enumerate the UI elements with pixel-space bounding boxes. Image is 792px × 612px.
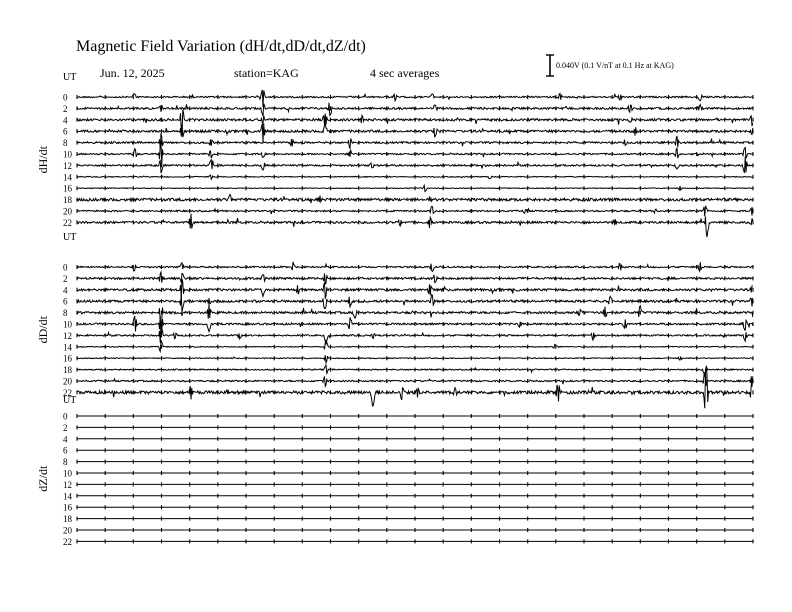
trace-line xyxy=(77,103,753,117)
row-tick-label: 6 xyxy=(63,445,68,456)
row-tick-label: 22 xyxy=(63,536,72,547)
row-tick-label: 22 xyxy=(63,387,72,398)
row-tick-label: 14 xyxy=(63,172,72,183)
ut-axis-label: UT xyxy=(63,395,77,406)
panel-ylabel: dZ/dt xyxy=(36,465,50,492)
chart-title: Magnetic Field Variation (dH/dt,dD/dt,dZ/dt) xyxy=(76,38,366,55)
ut-axis-label: UT xyxy=(63,232,77,243)
row-tick-label: 14 xyxy=(63,491,72,502)
trace-line xyxy=(77,142,753,166)
row-tick-label: 18 xyxy=(63,514,72,525)
panel-ylabel: dD/dt xyxy=(36,316,50,344)
row-tick-label: 4 xyxy=(63,115,68,126)
row-tick-label: 12 xyxy=(63,479,72,490)
row-tick-label: 10 xyxy=(63,468,72,479)
row-tick-label: 12 xyxy=(63,330,72,341)
row-tick-label: 8 xyxy=(63,308,68,319)
row-tick-label: 4 xyxy=(63,285,68,296)
row-tick-label: 16 xyxy=(63,183,72,194)
row-tick-label: 4 xyxy=(63,434,68,445)
station-label: station=KAG xyxy=(234,66,299,80)
row-tick-label: 8 xyxy=(63,138,68,149)
row-tick-label: 10 xyxy=(63,319,72,330)
row-tick-label: 18 xyxy=(63,195,72,206)
row-tick-label: 10 xyxy=(63,149,72,160)
row-tick-label: 20 xyxy=(63,206,72,217)
row-tick-label: 20 xyxy=(63,376,72,387)
trace-line xyxy=(77,214,753,237)
row-tick-label: 16 xyxy=(63,353,72,364)
row-tick-label: 22 xyxy=(63,217,72,228)
row-tick-label: 6 xyxy=(63,126,68,137)
row-tick-label: 14 xyxy=(63,342,72,353)
row-tick-label: 6 xyxy=(63,296,68,307)
row-tick-label: 16 xyxy=(63,502,72,513)
ut-axis-label: UT xyxy=(63,72,77,83)
row-tick-label: 2 xyxy=(63,273,68,284)
row-tick-label: 2 xyxy=(63,422,68,433)
row-tick-label: 2 xyxy=(63,103,68,114)
row-tick-label: 18 xyxy=(63,365,72,376)
scale-bar-label: 0.040V (0.1 V/nT at 0.1 Hz at KAG) xyxy=(556,61,674,70)
row-tick-label: 0 xyxy=(63,411,68,422)
panel-ylabel: dH/dt xyxy=(36,146,50,174)
date-label: Jun. 12, 2025 xyxy=(100,66,165,80)
trace-line xyxy=(77,157,753,173)
row-tick-label: 20 xyxy=(63,525,72,536)
row-tick-label: 0 xyxy=(63,262,68,273)
row-tick-label: 8 xyxy=(63,457,68,468)
row-tick-label: 0 xyxy=(63,92,68,103)
row-tick-label: 12 xyxy=(63,160,72,171)
averaging-label: 4 sec averages xyxy=(370,66,440,80)
trace-line xyxy=(77,262,753,271)
trace-line xyxy=(77,366,753,408)
trace-line xyxy=(77,206,753,217)
trace-line xyxy=(77,194,753,203)
